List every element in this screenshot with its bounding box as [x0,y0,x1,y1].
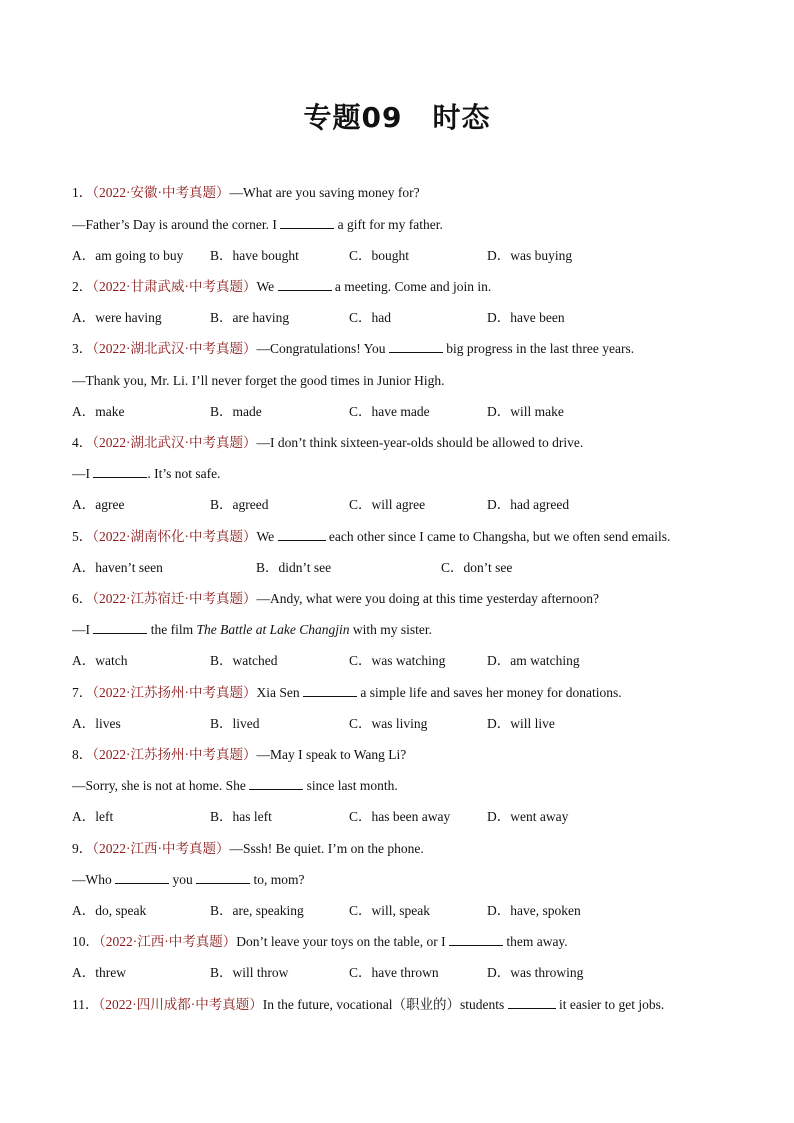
question-text: a gift for my father. [337,217,443,232]
question-text: —I don’t think sixteen-year-olds should be allowed to drive. [256,435,584,450]
question-text: —Sorry, she is not at home. She [72,778,246,793]
question-text: —Andy, what were you doing at this time yesterday afternoon? [256,591,600,606]
answer-blank [449,933,503,946]
question-text: We [256,279,275,294]
option-c: C．was watching [349,653,446,668]
question-number: 2． [72,279,93,294]
option-b: B．agreed [210,497,269,512]
answer-blank [508,996,556,1009]
question-source: （2022·湖北武汉·中考真题） [92,341,257,356]
option-c: C．bought [349,248,410,263]
option-b: B．made [210,404,262,419]
question-text: it easier to get jobs. [558,997,665,1012]
question-number: 5． [72,529,93,544]
question-number: 8． [72,747,93,762]
question-7 [72,684,622,702]
question-source: （2022·湖南怀化·中考真题） [92,529,257,544]
question-text: —Sssh! Be quiet. I’m on the phone. [229,841,424,856]
question-6 [72,590,599,608]
option-b: B．will throw [210,965,289,980]
question-11 [72,996,664,1014]
option-d: D．will make [487,404,564,419]
question-2 [72,278,491,296]
question-number: 9． [72,841,93,856]
question-3 [72,340,634,358]
answer-blank [249,777,303,790]
option-b: B．watched [210,653,278,668]
option-c: C．will agree [349,497,426,512]
option-a: A．make [72,404,125,419]
option-d: D．will live [487,716,555,731]
title-main: 专题09 [303,101,403,134]
question-6-response [72,621,432,639]
question-number: 10． [72,934,99,949]
question-1-response [72,216,443,234]
answer-blank [196,871,250,884]
option-d: D．am watching [487,653,580,668]
question-source: （2022·湖北武汉·中考真题） [92,435,257,450]
question-text: —I [72,466,90,481]
option-a: A．haven’t seen [72,560,163,575]
option-b: B．didn’t see [256,560,332,575]
question-text: —I [72,622,90,637]
question-text: . It’s not safe. [147,466,221,481]
option-c: C．will, speak [349,903,430,918]
option-d: D．was buying [487,248,573,263]
question-3-response [72,372,444,390]
option-d: D．had agreed [487,497,570,512]
question-source: （2022·安徽·中考真题） [92,185,230,200]
title-sub: 时态 [432,101,491,134]
answer-blank [303,684,357,697]
option-c: C．don’t see [441,560,513,575]
question-4 [72,434,583,452]
answer-blank [93,621,147,634]
option-b: B．have bought [210,248,299,263]
option-d: D．went away [487,809,569,824]
question-8 [72,746,406,764]
question-text: —May I speak to Wang Li? [256,747,407,762]
answer-blank [389,340,443,353]
answer-blank [93,465,147,478]
question-number: 6． [72,591,93,606]
question-9-response [72,871,305,889]
question-text: with my sister. [352,622,433,637]
option-b: B．are having [210,310,290,325]
option-a: A．were having [72,310,162,325]
question-source: （2022·江西·中考真题） [92,841,230,856]
answer-blank [115,871,169,884]
question-source: （2022·江苏宿迁·中考真题） [92,591,257,606]
question-number: 11． [72,997,99,1012]
question-source: （2022·四川成都·中考真题） [98,997,263,1012]
question-8-response [72,777,398,795]
option-a: A．threw [72,965,126,980]
answer-blank [278,528,326,541]
question-text: them away. [506,934,568,949]
option-a: A．am going to buy [72,248,184,263]
option-a: A．do, speak [72,903,147,918]
question-text: each other since I came to Changsha, but we often send emails. [328,529,671,544]
question-text: —Congratulations! You [256,341,386,356]
page-title [0,96,794,136]
answer-blank [278,278,332,291]
question-text: In the future, vocational（职业的）students [262,997,505,1012]
question-text: —Thank you, Mr. Li. I’ll never forget the good times in Junior High. [72,373,445,388]
answer-blank [280,216,334,229]
option-c: C．have thrown [349,965,439,980]
question-source: （2022·江西·中考真题） [99,934,237,949]
question-source: （2022·甘肃武威·中考真题） [92,279,257,294]
question-9 [72,840,424,858]
question-text: a meeting. Come and join in. [334,279,492,294]
option-a: A．watch [72,653,128,668]
option-b: B．has left [210,809,272,824]
option-c: C．has been away [349,809,451,824]
question-text: since last month. [306,778,398,793]
option-d: D．have, spoken [487,903,581,918]
question-text: Don’t leave your toys on the table, or I [236,934,446,949]
question-text: —What are you saving money for? [229,185,420,200]
option-a: A．left [72,809,114,824]
question-source: （2022·江苏扬州·中考真题） [92,747,257,762]
question-text: the film [150,622,194,637]
question-1 [72,184,420,202]
option-b: B．are, speaking [210,903,304,918]
option-d: D．was throwing [487,965,584,980]
question-text: We [256,529,275,544]
question-text: —Father’s Day is around the corner. I [72,217,277,232]
option-c: C．was living [349,716,428,731]
question-source: （2022·江苏扬州·中考真题） [92,685,257,700]
option-a: A．agree [72,497,125,512]
option-b: B．lived [210,716,260,731]
question-text: —Who [72,872,112,887]
question-number: 4． [72,435,93,450]
film-title: The Battle at Lake Changjin [196,622,350,637]
option-a: A．lives [72,716,121,731]
question-text: you [172,872,193,887]
option-c: C．have made [349,404,430,419]
question-text: a simple life and saves her money for donations. [360,685,622,700]
question-text: big progress in the last three years. [446,341,635,356]
question-text: Xia Sen [256,685,300,700]
question-number: 3． [72,341,93,356]
question-number: 1． [72,185,93,200]
option-c: C．had [349,310,391,325]
option-d: D．have been [487,310,565,325]
question-5 [72,528,670,546]
question-4-response [72,465,221,483]
question-text: to, mom? [253,872,305,887]
question-10 [72,933,568,951]
question-number: 7． [72,685,93,700]
